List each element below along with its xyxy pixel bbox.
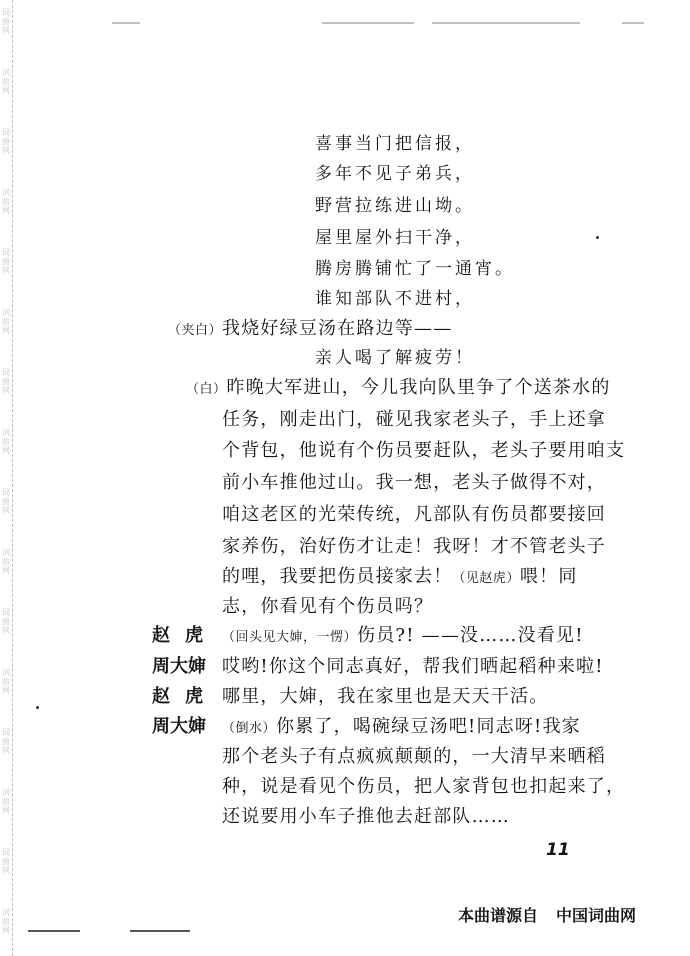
monologue-line: 任务，刚走出门，碰见我家老头子，手上还拿 (222, 409, 606, 430)
verse-line: 亲人喝了解疲劳！ (315, 348, 475, 368)
verse-line: 腾房腾铺忙了一通宵。 (315, 259, 515, 279)
stage-direction: （夹白） (168, 323, 223, 338)
dialogue-line (222, 716, 581, 740)
verse-line: 多年不见子弟兵， (315, 164, 475, 184)
scan-artifact (28, 930, 80, 932)
stage-direction: （回头见大婶，一愣） (222, 630, 358, 645)
dialogue-text: 伤员?! ——没……没看见! (357, 625, 584, 646)
stage-direction: （白） (186, 382, 227, 397)
scan-speck (596, 236, 599, 239)
watermark-mark: 词曲网 (2, 188, 10, 215)
speaker-label: 周大婶 (152, 716, 206, 737)
dialogue-text: 哪里，大婶，我在家里也是天天干活。 (222, 686, 549, 707)
verse-line: 喜事当门把信报， (315, 134, 475, 154)
verse-line: 野营拉练进山坳。 (315, 196, 475, 216)
speaker-label: 赵虎 (152, 625, 218, 646)
scan-artifact (112, 22, 140, 24)
aside-text: 我烧好绿豆汤在路边等—— (222, 318, 453, 339)
monologue-line (222, 566, 578, 590)
dialogue-text: 哎哟!你这个同志真好，帮我们晒起稻种来啦! (222, 656, 604, 677)
speaker-label: 赵虎 (152, 686, 218, 707)
scan-speck (36, 706, 39, 709)
page-number: 11 (546, 840, 570, 860)
watermark-mark: 词曲网 (2, 68, 10, 95)
verse-line: 谁知部队不进村， (315, 289, 475, 309)
credit-label: 本曲谱源自 (458, 906, 539, 925)
aside-line (168, 318, 452, 342)
watermark-mark: 词曲网 (2, 908, 10, 935)
monologue-text: 的哩，我要把伤员接家去！ (222, 566, 453, 587)
continuation-line: 种，说是看见个伤员，把人家背包也扣起来了， (222, 776, 626, 797)
stage-direction: （倒水） (222, 721, 277, 736)
stage-direction: （见赵虎） (452, 571, 520, 586)
scan-artifact (432, 22, 580, 24)
scan-artifact (322, 22, 414, 24)
monologue-line: 咱这老区的光荣传统，凡部队有伤员都要接回 (222, 504, 606, 525)
scan-artifact (622, 22, 644, 24)
watermark-mark: 词曲网 (2, 128, 10, 155)
watermark-mark: 词曲网 (2, 608, 10, 635)
watermark-mark: 词曲网 (2, 668, 10, 695)
credit-site[interactable]: 中国词曲网 (556, 906, 637, 925)
monologue-text: 昨晚大军进山，今儿我向队里争了个送茶水的 (226, 377, 611, 398)
watermark-mark: 词曲网 (2, 488, 10, 515)
scan-artifact (130, 930, 190, 932)
source-credit (458, 905, 636, 927)
monologue-line (186, 377, 611, 401)
watermark-mark: 词曲网 (2, 8, 10, 35)
continuation-line: 那个老头子有点疯疯颠颠的，一大清早来晒稻 (222, 746, 606, 767)
speaker-label: 周大婶 (152, 656, 206, 677)
continuation-line: 还说要用小车子推他去赶部队…… (222, 806, 510, 827)
monologue-line: 个背包，他说有个伤员要赶队，老头子要用咱支 (222, 440, 626, 461)
watermark-mark: 词曲网 (2, 788, 10, 815)
dialogue-line (222, 625, 584, 649)
watermark-mark: 词曲网 (2, 368, 10, 395)
monologue-text: 喂！同 (519, 566, 578, 587)
verse-line: 屋里屋外扫干净， (315, 228, 475, 248)
monologue-line: 前小车推他过山。我一想，老头子做得不对， (222, 472, 606, 493)
watermark-mark: 词曲网 (2, 728, 10, 755)
monologue-line: 家养伤，治好伤才让走！我呀！才不管老头子 (222, 536, 606, 557)
watermark-mark: 词曲网 (2, 428, 10, 455)
watermark-mark: 词曲网 (2, 548, 10, 575)
watermark-mark: 词曲网 (2, 848, 10, 875)
watermark-mark: 词曲网 (2, 248, 10, 275)
dialogue-text: 你累了，喝碗绿豆汤吧!同志呀!我家 (276, 716, 581, 737)
watermark-mark: 词曲网 (2, 308, 10, 335)
monologue-line: 志，你看见有个伤员吗？ (222, 596, 434, 617)
